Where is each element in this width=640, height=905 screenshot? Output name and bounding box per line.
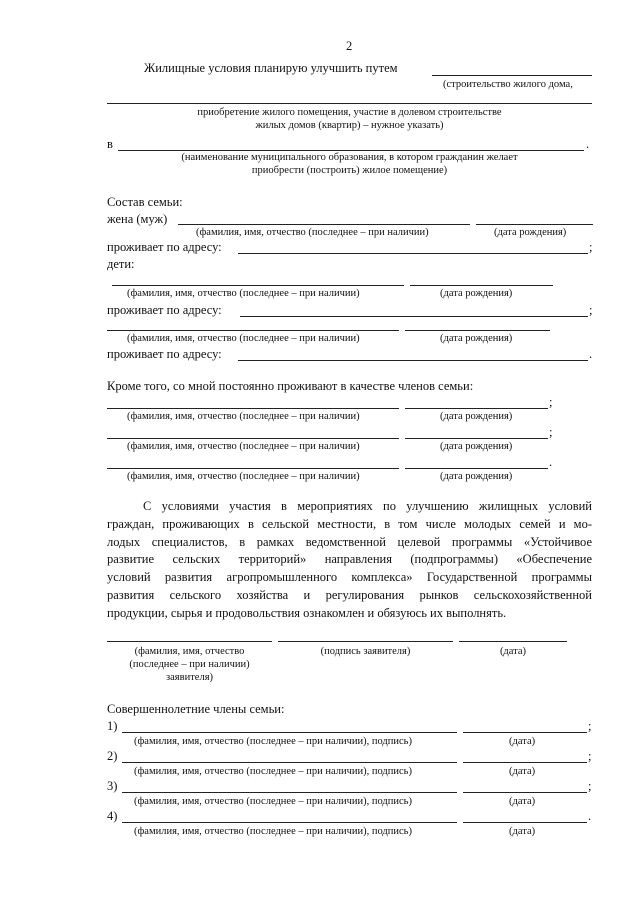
adult4-fio-line[interactable]: [122, 822, 457, 823]
adult1-fio-line[interactable]: [122, 732, 457, 733]
housing-intro: Жилищные условия планирую улучшить путем: [144, 61, 398, 75]
family-heading: Состав семьи:: [107, 195, 183, 209]
child1-dob-line[interactable]: [410, 285, 553, 286]
child1-fio-hint: (фамилия, имя, отчество (последнее – при наличии): [127, 288, 360, 299]
municipality-hint-2: приобрести (построить) жилое помещение): [251, 165, 448, 176]
page-number: 2: [346, 39, 353, 53]
spouse-address-line[interactable]: [238, 253, 588, 254]
other3-end: .: [549, 455, 553, 469]
municipality-period: .: [586, 137, 590, 151]
adult4-end: .: [588, 809, 592, 823]
other1-end: ;: [549, 395, 553, 409]
spouse-fio-line[interactable]: [178, 224, 470, 225]
adult1-fio-hint: (фамилия, имя, отчество (последнее – при наличии), подпись): [134, 736, 412, 747]
child1-address-label: проживает по адресу:: [107, 303, 222, 317]
other2-fio-hint: (фамилия, имя, отчество (последнее – при наличии): [127, 441, 360, 452]
consent-paragraph: [107, 498, 592, 623]
child1-fio-line[interactable]: [112, 285, 404, 286]
others-heading: Кроме того, со мной постоянно проживают в качестве членов семьи:: [107, 379, 474, 393]
adult1-date-line[interactable]: [463, 732, 587, 733]
consent-line-6: развития сельского хозяйства и регулирования рынков сельскохозяйственной: [107, 587, 592, 602]
applicant-sign-hint: (подпись заявителя): [320, 646, 411, 657]
applicant-fio-line[interactable]: [107, 641, 272, 642]
housing-hint-1: (строительство жилого дома,: [443, 79, 573, 90]
other3-fio-hint: (фамилия, имя, отчество (последнее – при наличии): [127, 471, 360, 482]
consent-line-5: условий развития агропромышленного комплекса» Государственной программы: [107, 570, 592, 585]
consent-line-3: лодых специалистов, в рамках ведомственной целевой программы «Устойчивое: [107, 534, 592, 549]
adult1-number: 1): [107, 719, 118, 733]
other1-fio-hint: (фамилия, имя, отчество (последнее – при наличии): [127, 411, 360, 422]
municipality-line[interactable]: [118, 150, 584, 151]
adult2-fio-hint: (фамилия, имя, отчество (последнее – при наличии), подпись): [134, 766, 412, 777]
spouse-dob-line[interactable]: [476, 224, 593, 225]
child1-address-line[interactable]: [240, 316, 588, 317]
prefix-v: в: [107, 137, 113, 151]
other2-end: ;: [549, 425, 553, 439]
housing-hint-2: приобретение жилого помещения, участие в долевом строительстве: [197, 107, 502, 118]
other1-dob-hint: (дата рождения): [440, 411, 513, 422]
child2-address-line[interactable]: [238, 360, 588, 361]
adult1-date-hint: (дата): [509, 736, 536, 747]
housing-hint-3: жилых домов (квартир) – нужное указать): [255, 120, 444, 131]
other1-fio-line[interactable]: [107, 408, 399, 409]
consent-line-7: продукции, сырья и продовольствия ознакомлен и обязуюсь их выполнять.: [107, 605, 507, 620]
other3-dob-line[interactable]: [405, 468, 548, 469]
adult3-number: 3): [107, 779, 118, 793]
adult3-date-hint: (дата): [509, 796, 536, 807]
adult4-fio-hint: (фамилия, имя, отчество (последнее – при наличии), подпись): [134, 826, 412, 837]
other2-dob-hint: (дата рождения): [440, 441, 513, 452]
spouse-label: жена (муж): [107, 212, 168, 226]
housing-method-line[interactable]: [432, 75, 592, 76]
adult3-end: ;: [588, 779, 592, 793]
housing-method-line-2[interactable]: [107, 103, 592, 104]
consent-line-1: С условиями участия в мероприятиях по улучшению жилищных условий: [143, 499, 592, 513]
consent-line-2: граждан, проживающих в сельской местности, в том числе молодых семей и мо-: [107, 516, 592, 531]
adult4-date-hint: (дата): [509, 826, 536, 837]
spouse-address-label: проживает по адресу:: [107, 240, 222, 254]
child2-address-end: .: [589, 347, 593, 361]
adult2-fio-line[interactable]: [122, 762, 457, 763]
municipality-hint-1: (наименование муниципального образования, в котором гражданин желает: [181, 152, 518, 163]
child1-dob-hint: (дата рождения): [440, 288, 513, 299]
child2-fio-hint: (фамилия, имя, отчество (последнее – при наличии): [127, 333, 360, 344]
applicant-fio-hint-3: заявителя): [165, 672, 214, 683]
adult2-date-hint: (дата): [509, 766, 536, 777]
spouse-address-end: ;: [589, 240, 593, 254]
spouse-fio-hint: (фамилия, имя, отчество (последнее – при наличии): [196, 227, 429, 238]
child2-fio-line[interactable]: [107, 330, 399, 331]
adult1-end: ;: [588, 719, 592, 733]
adult4-number: 4): [107, 809, 118, 823]
adult2-date-line[interactable]: [463, 762, 587, 763]
other3-fio-line[interactable]: [107, 468, 399, 469]
other2-fio-line[interactable]: [107, 438, 399, 439]
applicant-fio-hint-1: (фамилия, имя, отчество: [134, 646, 245, 657]
adult2-end: ;: [588, 749, 592, 763]
adult3-fio-line[interactable]: [122, 792, 457, 793]
child2-dob-line[interactable]: [405, 330, 550, 331]
adult3-fio-hint: (фамилия, имя, отчество (последнее – при наличии), подпись): [134, 796, 412, 807]
other1-dob-line[interactable]: [405, 408, 548, 409]
consent-line-4: развитие сельских территорий» направления (подпрограммы) «Обеспечение: [107, 552, 592, 567]
children-label: дети:: [107, 257, 135, 271]
other2-dob-line[interactable]: [405, 438, 548, 439]
applicant-date-line[interactable]: [459, 641, 567, 642]
spouse-dob-hint: (дата рождения): [494, 227, 567, 238]
adults-heading: Совершеннолетние члены семьи:: [107, 702, 285, 716]
child1-address-end: ;: [589, 303, 593, 317]
other3-dob-hint: (дата рождения): [440, 471, 513, 482]
applicant-date-hint: (дата): [499, 646, 527, 657]
adult3-date-line[interactable]: [463, 792, 587, 793]
adult2-number: 2): [107, 749, 118, 763]
child2-address-label: проживает по адресу:: [107, 347, 222, 361]
adult4-date-line[interactable]: [463, 822, 587, 823]
applicant-fio-hint-2: (последнее – при наличии): [129, 659, 250, 670]
child2-dob-hint: (дата рождения): [440, 333, 513, 344]
applicant-sign-line[interactable]: [278, 641, 453, 642]
